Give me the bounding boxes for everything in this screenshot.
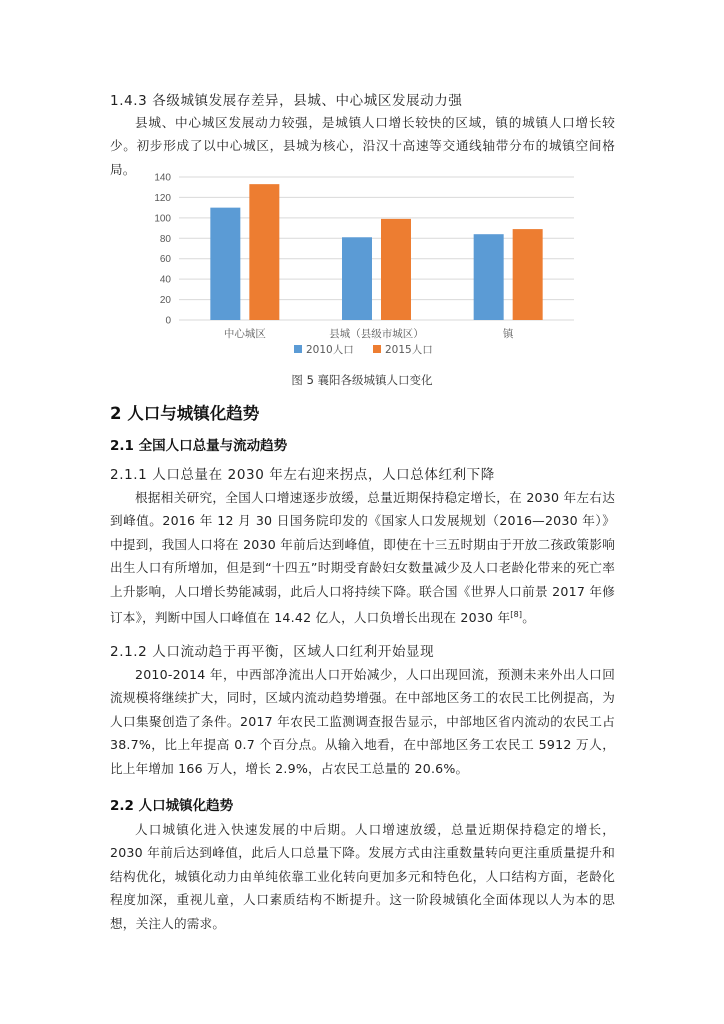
section-2-1-2-heading: 2.1.2 人口流动趋于再平衡，区域人口红利开始显现: [110, 644, 435, 660]
y-tick-label: 100: [154, 213, 171, 225]
section-2-1-1-paragraph: [110, 486, 615, 630]
section-2-1-1-text: 根据相关研究，全国人口增速逐步放缓，总量近期保持稳定增长，在 2030 年左右达到峰值。2016 年 12 月 30 日国务院印发的《国家人口发展规划（2016—2030 年）》中提到，我国人口将在 2030 年前后达到峰值，即使在十三五时期由于开放二孩政策影响出生人口有所增加，但是到“十四五”时期受育龄妇女数量减少及人口老龄化带来的死亡率上升影响，人口增长势能减弱，此后人口将持续下降。联合国《世界人口前景 2017 年修订本》，判断中国人口峰值在 14.42 亿人，人口负增长出现在 2030 年: [110, 490, 615, 626]
figure-caption: 图 5 襄阳各级城镇人口变化: [291, 373, 433, 387]
bar: [381, 219, 411, 320]
x-tick-label: 镇: [502, 328, 514, 340]
legend-label: 2010人口: [306, 344, 354, 356]
y-tick-label: 40: [159, 274, 171, 286]
citation-mark: [8]: [510, 610, 523, 620]
bar: [210, 208, 240, 320]
y-tick-label: 120: [154, 192, 171, 204]
legend-swatch: [294, 345, 302, 353]
population-bar-chart: [142, 166, 584, 366]
bar: [474, 234, 504, 320]
section-1-4-3-paragraph: 县城、中心城区发展动力较强，是城镇人口增长较快的区域，镇的城镇人口增长较少。初步形成了以中心城区，县城为核心，沿汉十高速等交通线轴带分布的城镇空间格局。: [110, 115, 615, 177]
bar: [249, 184, 279, 320]
section-1-4-3-heading: 1.4.3 各级城镇发展存差异，县城、中心城区发展动力强: [110, 93, 463, 109]
section-2-2-heading: 2.2 人口城镇化趋势: [110, 798, 234, 814]
section-2-2-paragraph: 人口城镇化进入快速发展的中后期。人口增速放缓，总量近期保持稳定的增长，2030 年前后达到峰值，此后人口总量下降。发展方式由注重数量转向更注重质量提升和结构优化，城镇化动力由单纯依靠工业化转向更加多元和特色化，人口结构方面，老龄化程度加深，重视儿童，人口素质结构不断提升。这一阶段城镇化全面体现以人为本的思想，关注人的需求。: [110, 822, 615, 931]
legend-label: 2015人口: [385, 344, 433, 356]
y-tick-label: 60: [159, 254, 171, 266]
section-2-1-heading: 2.1 全国人口总量与流动趋势: [110, 438, 288, 454]
y-tick-label: 80: [159, 233, 171, 245]
legend-swatch: [373, 345, 381, 353]
bar: [342, 237, 372, 320]
y-tick-label: 140: [154, 172, 171, 184]
x-tick-label: 县城（县级市城区）: [329, 328, 424, 340]
section-2-1-1-text-end: 。: [522, 610, 535, 626]
x-tick-label: 中心城区: [223, 328, 266, 340]
y-tick-label: 20: [159, 295, 171, 307]
y-tick-label: 0: [165, 315, 171, 327]
section-2-1-1-heading: 2.1.1 人口总量在 2030 年左右迎来拐点，人口总体红利下降: [110, 467, 495, 483]
chapter-2-heading: 2 人口与城镇化趋势: [110, 404, 260, 423]
bar: [513, 229, 543, 320]
section-2-1-2-paragraph: 2010-2014 年，中西部净流出人口开始减少，人口出现回流，预测未来外出人口回流规模将继续扩大，同时，区域内流动趋势增强。在中部地区务工的农民工比例提高，为人口集聚创造了条件。2017 年农民工监测调查报告显示，中部地区省内流动的农民工占 38.7%，比上年提高 0.7 个百分点。从输入地看，在中部地区务工农民工 5912 万人，比上年增加 166 万人，增长 2.9%，占农民工总量的 20.6%。: [110, 667, 615, 776]
